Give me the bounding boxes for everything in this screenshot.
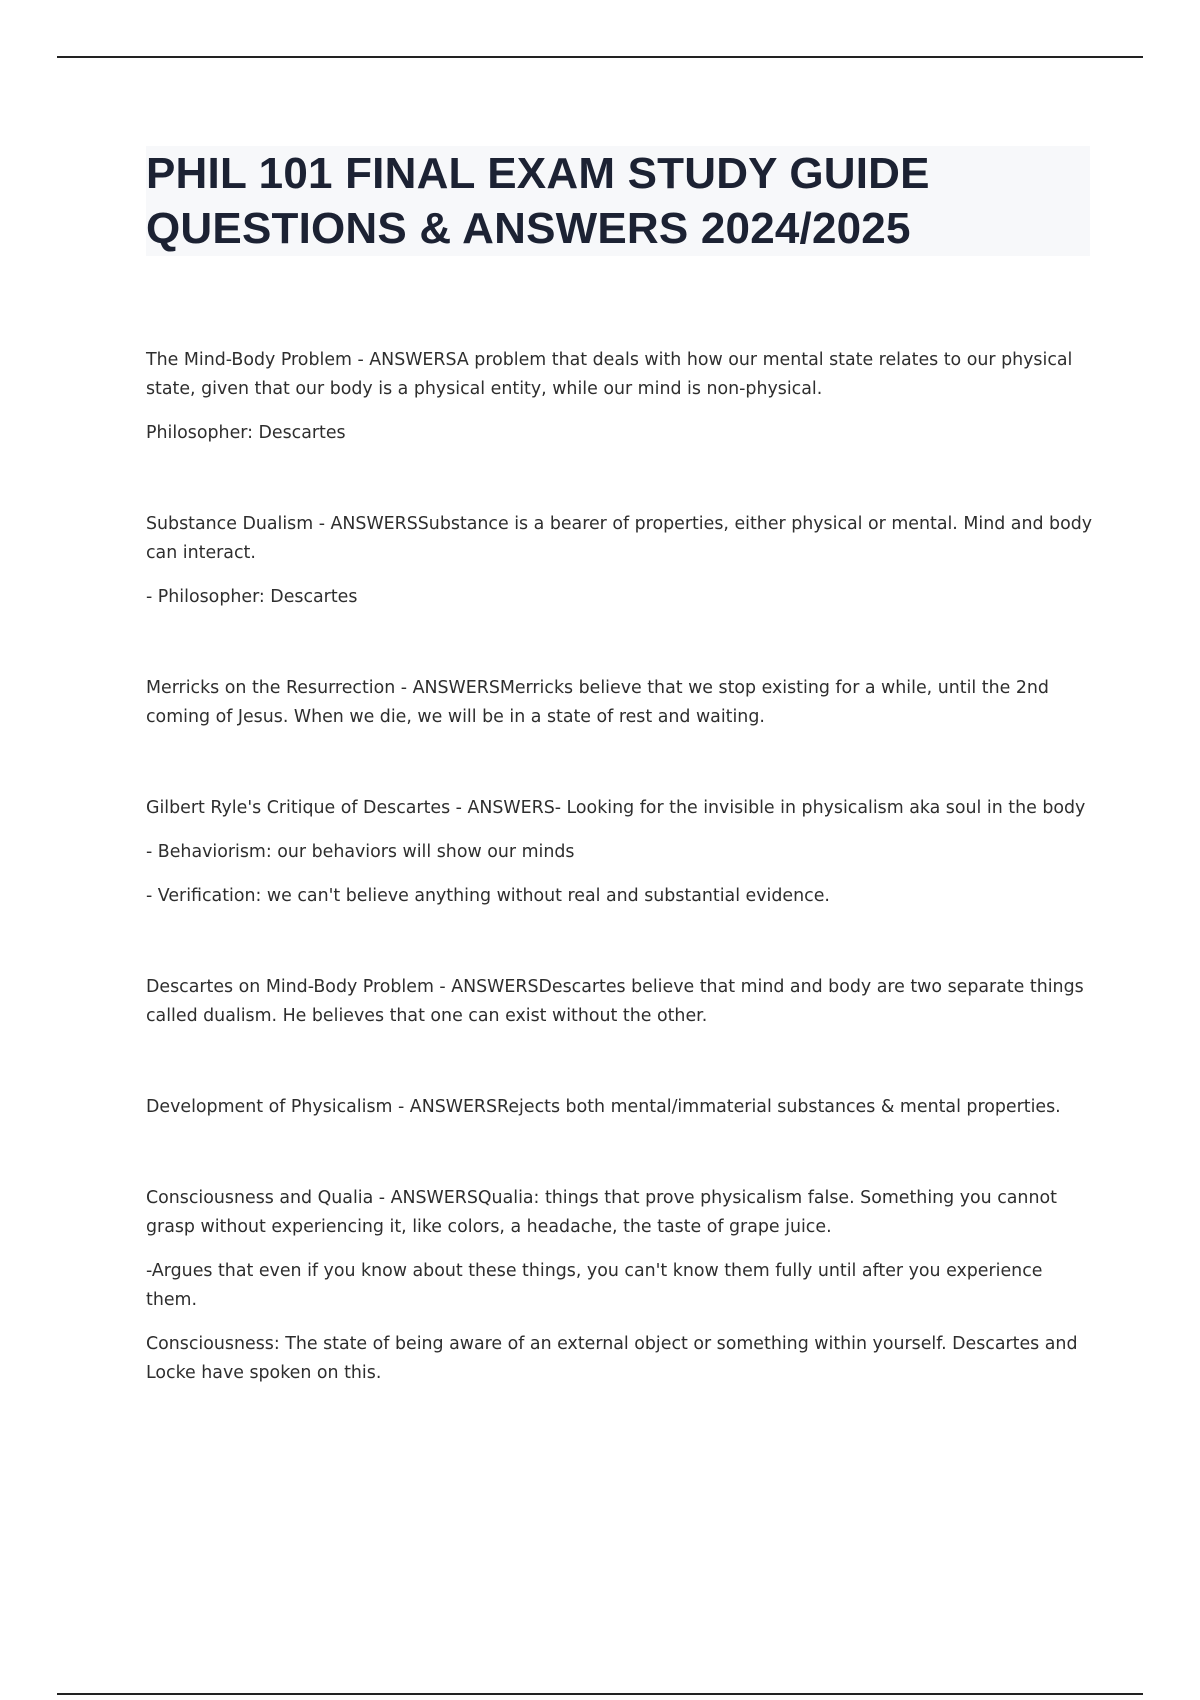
qa-entry-ryle-critique [146,794,1094,911]
qa-paragraph: Descartes on Mind-Body Problem - ANSWERSDescartes believe that mind and body are two separate things called dualism. He believes that one can exist without the other. [146,977,1084,1026]
qa-paragraph: Development of Physicalism - ANSWERSRejects both mental/immaterial substances & mental properties. [146,1097,1061,1117]
qa-entry-merricks-resurrection [146,674,1094,732]
top-rule [57,56,1143,58]
title-line-1: PHIL 101 FINAL EXAM STUDY GUIDE [146,149,930,198]
qa-paragraph: Consciousness: The state of being aware of an external object or something within yourself. Descartes and Locke have spoken on this. [146,1334,1078,1383]
qa-paragraph: Gilbert Ryle's Critique of Descartes - ANSWERS- Looking for the invisible in physicalism aka soul in the body [146,798,1086,818]
qa-entry-consciousness-qualia [146,1184,1094,1388]
page-title [146,146,1090,256]
qa-entry-descartes-mind-body [146,973,1094,1031]
qa-paragraph: -Argues that even if you know about these things, you can't know them fully until after you experience them. [146,1261,1043,1310]
qa-paragraph: Merricks on the Resurrection - ANSWERSMerricks believe that we stop existing for a while, until the 2nd coming of Jesus. When we die, we will be in a state of rest and waiting. [146,678,1049,727]
title-block [146,146,1090,256]
qa-entry-physicalism [146,1093,1094,1122]
bottom-rule [57,1693,1143,1695]
title-line-2: QUESTIONS & ANSWERS 2024/2025 [146,204,911,253]
qa-paragraph: The Mind-Body Problem - ANSWERSA problem that deals with how our mental state relates to our physical state, given that our body is a physical entity, while our mind is non-physical. [146,350,1073,399]
qa-paragraph: Substance Dualism - ANSWERSSubstance is a bearer of properties, either physical or mental. Mind and body can interact. [146,514,1093,563]
qa-paragraph: - Philosopher: Descartes [146,587,358,607]
qa-entry-mind-body-problem [146,346,1094,448]
qa-paragraph: Philosopher: Descartes [146,423,346,443]
qa-list [146,346,1094,1450]
qa-paragraph: - Verification: we can't believe anything without real and substantial evidence. [146,886,830,906]
qa-paragraph: Consciousness and Qualia - ANSWERSQualia: things that prove physicalism false. Something you cannot grasp without experiencing it, like colors, a headache, the taste of grape juice. [146,1188,1057,1237]
qa-paragraph: - Behaviorism: our behaviors will show our minds [146,842,575,862]
qa-entry-substance-dualism [146,510,1094,612]
